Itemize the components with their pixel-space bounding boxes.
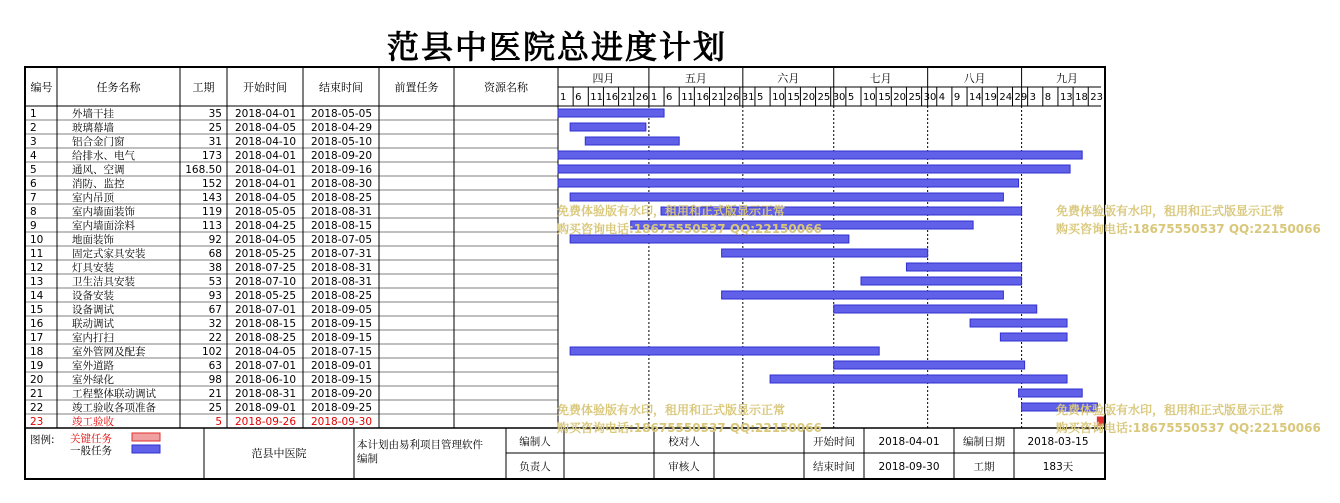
footer-date-label: 编制日期 [963, 436, 1005, 448]
month-label: 九月 [1056, 72, 1079, 85]
task-end: 2018-09-01 [311, 360, 373, 372]
day-tick-label: 19 [984, 92, 997, 103]
task-start: 2018-04-05 [235, 192, 297, 204]
task-bar [834, 361, 1025, 369]
day-tick-label: 16 [696, 92, 710, 103]
task-bar [970, 319, 1067, 327]
task-duration: 143 [201, 192, 222, 204]
task-name: 设备调试 [72, 304, 114, 316]
task-duration: 63 [208, 360, 222, 372]
footer-start-value: 2018-04-01 [878, 436, 940, 448]
task-name: 消防、监控 [72, 178, 125, 190]
day-tick-label: 13 [1059, 92, 1073, 103]
watermark-line1: 免费体验版有水印，租用和正式版显示正常 [1056, 204, 1285, 218]
task-id: 7 [30, 192, 37, 204]
day-tick-label: 11 [590, 92, 604, 103]
task-start: 2018-04-05 [235, 234, 297, 246]
task-start: 2018-05-25 [235, 290, 297, 302]
day-tick-label: 24 [999, 92, 1013, 103]
task-end: 2018-09-20 [311, 388, 373, 400]
task-name: 竣工验收 [72, 416, 114, 428]
task-start: 2018-07-01 [235, 304, 297, 316]
task-duration: 152 [201, 178, 222, 190]
legend-critical-label: 关键任务 [70, 433, 112, 445]
task-start: 2018-09-01 [235, 402, 297, 414]
task-duration: 38 [208, 262, 222, 274]
task-end: 2018-09-15 [311, 318, 373, 330]
task-bar [570, 347, 879, 355]
task-duration: 119 [201, 206, 222, 218]
task-duration: 32 [208, 318, 222, 330]
task-end: 2018-05-05 [311, 108, 373, 120]
task-start: 2018-07-01 [235, 360, 297, 372]
task-end: 2018-09-30 [311, 416, 373, 428]
watermark-line1: 免费体验版有水印，租用和正式版显示正常 [1056, 403, 1285, 417]
day-tick-label: 8 [1044, 92, 1052, 103]
task-id: 6 [30, 178, 37, 190]
day-tick-label: 10 [772, 92, 785, 103]
month-label: 六月 [777, 72, 800, 85]
month-label: 七月 [869, 72, 892, 85]
day-tick-label: 25 [817, 92, 831, 103]
task-duration: 92 [208, 234, 222, 246]
task-duration: 173 [201, 150, 222, 162]
task-start: 2018-08-15 [235, 318, 297, 330]
day-tick-label: 9 [953, 92, 961, 103]
task-bar [558, 179, 1019, 187]
task-end: 2018-04-29 [311, 122, 373, 134]
task-start: 2018-09-26 [235, 416, 297, 428]
task-id: 17 [30, 332, 44, 344]
day-tick-label: 15 [787, 92, 800, 103]
task-start: 2018-04-01 [235, 108, 297, 120]
legend-label: 图例: [30, 434, 55, 446]
day-tick-label: 3 [1029, 92, 1037, 103]
task-duration: 168.50 [185, 164, 222, 176]
footer-duration-value: 183天 [1042, 461, 1074, 473]
task-name: 室内墙面装饰 [72, 206, 135, 218]
task-bar [558, 109, 664, 117]
task-bar [1019, 389, 1083, 397]
day-tick-label: 1 [650, 92, 658, 103]
task-end: 2018-09-16 [311, 164, 373, 176]
day-tick-label: 21 [620, 92, 634, 103]
day-tick-label: 26 [635, 92, 649, 103]
task-bar [570, 193, 1003, 201]
footer-reviewer-label: 审核人 [668, 461, 700, 473]
footer-duration-label: 工期 [973, 461, 995, 473]
task-duration: 35 [208, 108, 222, 120]
watermark [1056, 202, 1321, 238]
task-id: 14 [30, 290, 44, 302]
task-duration: 31 [208, 136, 222, 148]
task-start: 2018-07-10 [235, 276, 297, 288]
column-header-predecessor: 前置任务 [394, 81, 439, 94]
task-name: 室内打扫 [72, 332, 114, 344]
day-tick-label: 20 [802, 92, 816, 103]
task-bar [722, 291, 1004, 299]
column-header-id: 编号 [30, 81, 53, 94]
task-name: 设备安装 [72, 290, 114, 302]
column-header-duration: 工期 [192, 81, 215, 94]
watermark-line1: 免费体验版有水印，租用和正式版显示正常 [557, 403, 786, 417]
day-tick-label: 23 [1090, 92, 1103, 103]
task-name: 铝合金门窗 [72, 136, 125, 148]
task-duration: 22 [208, 332, 222, 344]
task-name: 室外道路 [72, 360, 114, 372]
task-end: 2018-09-25 [311, 402, 373, 414]
task-id: 10 [30, 234, 44, 246]
task-name: 地面装饰 [72, 234, 114, 246]
legend-normal-label: 一般任务 [70, 445, 112, 457]
day-tick-label: 16 [605, 92, 619, 103]
watermark-line2: 购买咨询电话:18675550537 QQ:22150066 [1056, 421, 1321, 435]
task-bar [558, 165, 1070, 173]
task-name: 通风、空调 [72, 164, 125, 176]
day-tick-label: 5 [756, 92, 764, 103]
task-start: 2018-04-25 [235, 220, 297, 232]
task-start: 2018-06-10 [235, 374, 297, 386]
day-tick-label: 11 [681, 92, 694, 103]
task-bar [1000, 333, 1067, 341]
task-bar [834, 305, 1037, 313]
task-name: 联动调试 [72, 318, 114, 330]
task-start: 2018-08-31 [235, 388, 297, 400]
task-id: 8 [30, 206, 37, 218]
task-bar [558, 151, 1082, 159]
task-duration: 67 [208, 304, 222, 316]
legend-critical-swatch [132, 433, 160, 441]
watermark [557, 202, 822, 238]
day-tick-label: 4 [938, 92, 946, 103]
task-id: 11 [30, 248, 44, 260]
task-end: 2018-09-20 [311, 150, 373, 162]
task-id: 4 [30, 150, 37, 162]
watermark-line2: 购买咨询电话:18675550537 QQ:22150066 [557, 421, 822, 435]
watermark [1056, 401, 1321, 437]
day-tick-label: 10 [863, 92, 876, 103]
task-bar [570, 123, 646, 131]
task-id: 19 [30, 360, 44, 372]
task-duration: 25 [208, 122, 222, 134]
footer-note: 本计划由易利项目管理软件 [357, 439, 483, 451]
task-start: 2018-05-05 [235, 206, 297, 218]
task-duration: 113 [201, 220, 222, 232]
footer-org: 范县中医院 [251, 447, 307, 460]
task-start: 2018-04-01 [235, 150, 297, 162]
task-duration: 98 [208, 374, 222, 386]
task-duration: 68 [208, 248, 222, 260]
legend-normal-swatch [132, 445, 160, 453]
task-name: 室外管网及配套 [72, 346, 146, 358]
task-end: 2018-08-31 [311, 276, 373, 288]
task-name: 玻璃幕墙 [72, 122, 114, 134]
task-bar [585, 137, 679, 145]
footer-end-label: 结束时间 [813, 461, 855, 473]
day-tick-label: 20 [893, 92, 907, 103]
day-tick-label: 31 [741, 92, 755, 103]
footer-date-value: 2018-03-15 [1027, 436, 1089, 448]
task-duration: 5 [215, 416, 222, 428]
task-id: 13 [30, 276, 44, 288]
task-id: 5 [30, 164, 37, 176]
task-id: 15 [30, 304, 44, 316]
day-tick-label: 21 [711, 92, 725, 103]
task-end: 2018-09-15 [311, 374, 373, 386]
day-tick-label: 6 [666, 92, 673, 103]
footer-note-cont: 编制 [357, 453, 378, 465]
task-id: 22 [30, 402, 44, 414]
column-header-name: 任务名称 [96, 81, 141, 94]
footer-start-label: 开始时间 [813, 436, 855, 448]
task-id: 3 [30, 136, 37, 148]
task-name: 竣工验收各项准备 [72, 402, 156, 414]
task-name: 灯具安装 [72, 262, 114, 274]
task-name: 室外绿化 [72, 374, 114, 386]
task-bar [770, 375, 1067, 383]
task-name: 外墙干挂 [72, 108, 114, 120]
task-name: 卫生洁具安装 [72, 276, 135, 288]
task-duration: 21 [208, 388, 222, 400]
task-start: 2018-05-25 [235, 248, 297, 260]
column-header-resource: 资源名称 [484, 81, 528, 94]
task-id: 20 [30, 374, 44, 386]
footer-editor-label: 编制人 [519, 436, 551, 448]
footer-owner-label: 负责人 [519, 461, 551, 473]
watermark-line1: 免费体验版有水印，租用和正式版显示正常 [557, 204, 786, 218]
task-start: 2018-04-01 [235, 164, 297, 176]
task-start: 2018-04-05 [235, 346, 297, 358]
task-end: 2018-07-31 [311, 248, 373, 260]
task-bar [722, 249, 928, 257]
task-name: 工程整体联动调试 [72, 388, 156, 400]
day-tick-label: 15 [878, 92, 891, 103]
task-id: 18 [30, 346, 44, 358]
task-id: 16 [30, 318, 44, 330]
task-bar [861, 277, 1022, 285]
task-name: 室内墙面涂料 [72, 220, 135, 232]
task-end: 2018-08-25 [311, 192, 373, 204]
task-id: 2 [30, 122, 37, 134]
day-tick-label: 26 [726, 92, 740, 103]
task-end: 2018-05-10 [311, 136, 373, 148]
column-header-start: 开始时间 [243, 81, 287, 94]
footer-checker-label: 校对人 [668, 436, 700, 448]
day-tick-label: 18 [1075, 92, 1088, 103]
task-name: 固定式家具安装 [72, 248, 146, 260]
task-id: 21 [30, 388, 44, 400]
month-label: 八月 [963, 72, 986, 85]
month-label: 五月 [684, 72, 707, 85]
task-start: 2018-04-05 [235, 122, 297, 134]
task-end: 2018-07-05 [311, 234, 373, 246]
month-label: 四月 [592, 72, 615, 85]
watermark-line2: 购买咨询电话:18675550537 QQ:22150066 [557, 222, 822, 236]
day-tick-label: 14 [969, 92, 982, 103]
day-tick-label: 30 [923, 92, 937, 103]
watermark [557, 401, 822, 437]
day-tick-label: 29 [1014, 92, 1028, 103]
task-duration: 102 [201, 346, 222, 358]
day-tick-label: 1 [560, 92, 567, 103]
task-id: 12 [30, 262, 44, 274]
task-name: 室内吊顶 [72, 192, 114, 204]
task-end: 2018-07-15 [311, 346, 373, 358]
watermark-line2: 购买咨询电话:18675550537 QQ:22150066 [1056, 222, 1321, 236]
task-duration: 93 [208, 290, 222, 302]
task-end: 2018-08-31 [311, 206, 373, 218]
task-end: 2018-08-30 [311, 178, 373, 190]
task-duration: 53 [208, 276, 222, 288]
day-tick-label: 6 [575, 92, 582, 103]
page-title: 范县中医院总进度计划 [386, 28, 727, 66]
task-id: 23 [30, 416, 44, 428]
task-end: 2018-09-15 [311, 332, 373, 344]
task-start: 2018-04-10 [235, 136, 297, 148]
day-tick-label: 30 [832, 92, 846, 103]
task-id: 9 [30, 220, 37, 232]
task-start: 2018-08-25 [235, 332, 297, 344]
footer-end-value: 2018-09-30 [878, 461, 940, 473]
task-duration: 25 [208, 402, 222, 414]
task-id: 1 [30, 108, 37, 120]
task-name: 给排水、电气 [72, 150, 135, 162]
task-end: 2018-08-15 [311, 220, 373, 232]
day-tick-label: 25 [908, 92, 922, 103]
task-end: 2018-08-31 [311, 262, 373, 274]
task-bar [906, 263, 1021, 271]
day-tick-label: 5 [847, 92, 855, 103]
column-header-end: 结束时间 [319, 81, 363, 94]
task-start: 2018-07-25 [235, 262, 297, 274]
task-end: 2018-08-25 [311, 290, 373, 302]
task-start: 2018-04-01 [235, 178, 297, 190]
task-end: 2018-09-05 [311, 304, 373, 316]
